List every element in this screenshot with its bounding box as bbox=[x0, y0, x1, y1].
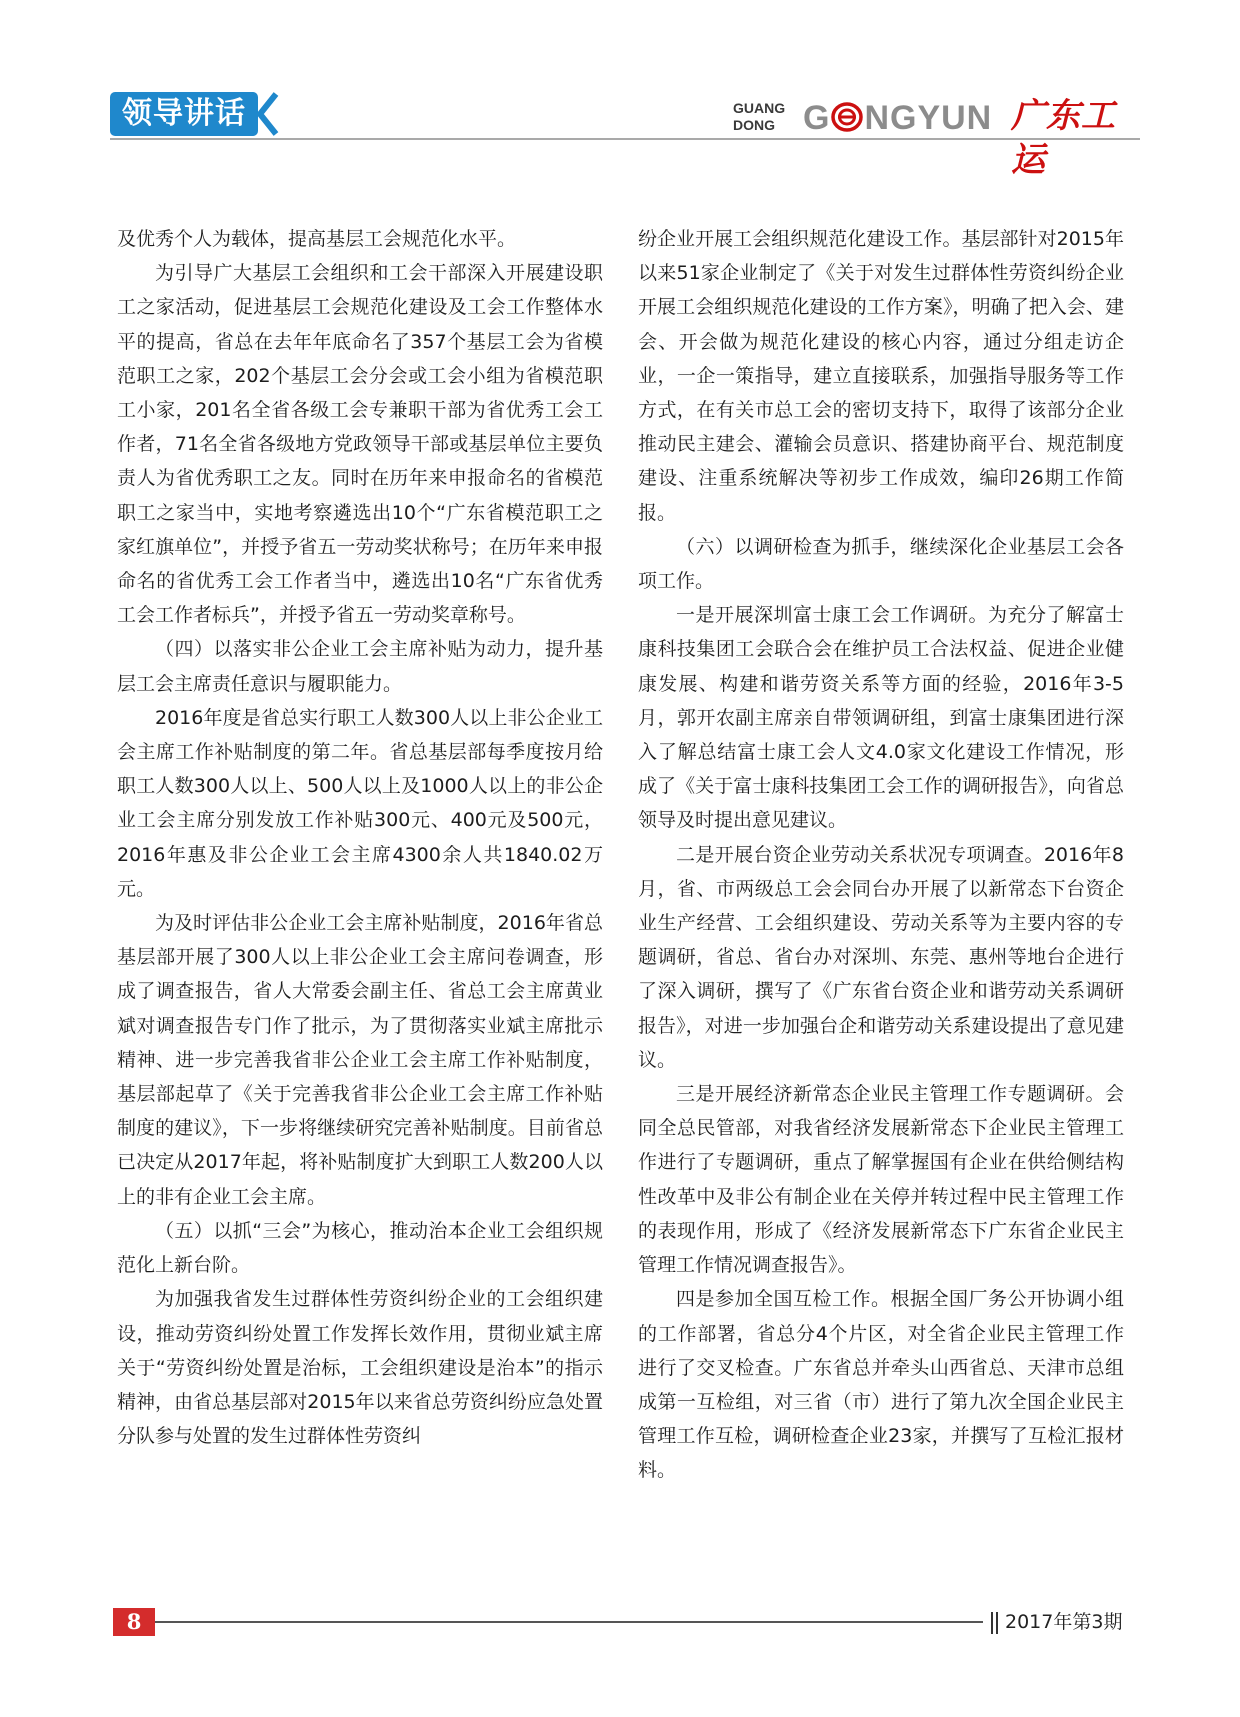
page-number: 8 bbox=[126, 1609, 142, 1634]
section-heading: （四）以落实非公企业工会主席补贴为动力，提升基层工会主席责任意识与履职能力。 bbox=[117, 638, 603, 695]
paragraph: 四是参加全国互检工作。根据全国厂务公开协调小组的工作部署，省总分4个片区，对全省企业民主管理工作进行了交叉检查。广东省总并牵头山西省总、天津市总组成第一互检组，对三省（市）进行了第九次全国企业民主管理工作互检，调研检查企业23家，并撰写了互检汇报材料。 bbox=[638, 1288, 1124, 1482]
section-title: 领导讲话 bbox=[122, 96, 246, 131]
masthead-chinese: 广东工运 bbox=[1011, 96, 1116, 180]
issue-label: 2017年第3期 bbox=[1005, 1611, 1123, 1633]
paragraph: 一是开展深圳富士康工会工作调研。为充分了解富士康科技集团工会联合会在维护员工合法权益、促进企业健康发展、构建和谐劳资关系等方面的经验，2016年3-5月，郭开农副主席亲自带领调研组，到富士康集团进行深入了解总结富士康工会人文4.0家文化建设工作情况，形成了《关于富士康科技集团工会工作的调研报告》，向省总领导及时提出意见建议。 bbox=[638, 604, 1124, 832]
left-column bbox=[117, 222, 603, 1453]
masthead-gongyun bbox=[803, 98, 992, 138]
paragraph: 为引导广大基层工会组织和工会干部深入开展建设职工之家活动，促进基层工会规范化建设及工会工作整体水平的提高，省总在去年年底命名了357个基层工会为省模范职工之家，202个基层工会分会或工会小组为省模范职工小家，201名全省各级工会专兼职干部为省优秀工会工作者，71名全省各级地方党政领导干部或基层单位主要负责人为省优秀职工之友。同时在历年来申报命名的省模范职工之家当中，实地考察遴选出10个“广东省模范职工之家红旗单位”，并授予省五一劳动奖状称号；在历年来申报命名的省优秀工会工作者当中，遴选出10名“广东省优秀工会工作者标兵”，并授予省五一劳动奖章称号。 bbox=[117, 262, 603, 627]
right-column bbox=[638, 222, 1124, 1488]
paragraph: 及优秀个人为载体，提高基层工会规范化水平。 bbox=[117, 228, 517, 250]
section-heading: （六）以调研检查为抓手，继续深化企业基层工会各项工作。 bbox=[638, 535, 1124, 593]
paragraph: 2016年度是省总实行职工人数300人以上非公企业工会主席工作补贴制度的第二年。省总基层部每季度按月给职工人数300人以上、500人以上及1000人以上的非公企业工会主席分别发放工作补贴300元、400元及500元，2016年惠及非公企业工会主席4300余人共1840.02万元。 bbox=[117, 706, 603, 900]
masthead-logo bbox=[733, 94, 1138, 180]
paragraph: 为及时评估非公企业工会主席补贴制度，2016年省总基层部开展了300人以上非公企业工会主席问卷调查，形成了调查报告，省人大常委会副主任、省总工会主席黄业斌对调查报告专门作了批示，为了贯彻落实业斌主席批示精神、进一步完善我省非公企业工会主席工作补贴制度，基层部起草了《关于完善我省非公企业工会主席工作补贴制度的建议》，下一步将继续研究完善补贴制度。目前省总已决定从2017年起，将补贴制度扩大到职工人数200人以上的非有企业工会主席。 bbox=[117, 912, 603, 1208]
masthead-ngyun: NGYUN bbox=[864, 99, 993, 137]
section-heading: （五）以抓“三会”为核心，推动治本企业工会组织规范化上新台阶。 bbox=[117, 1219, 603, 1277]
page-number-badge bbox=[113, 1608, 155, 1636]
chevron-left-icon bbox=[252, 90, 282, 138]
masthead-dong: DONG bbox=[733, 117, 775, 133]
footer-bars bbox=[991, 1612, 1000, 1634]
paragraph: 为加强我省发生过群体性劳资纠纷企业的工会组织建设，推动劳资纠纷处置工作发挥长效作用，贯彻业斌主席关于“劳资纠纷处置是治标，工会组织建设是治本”的指示精神，由省总基层部对2015年以来省总劳资纠纷应急处置分队参与处置的发生过群体性劳资纠 bbox=[117, 1288, 603, 1448]
masthead-g: G bbox=[803, 99, 831, 137]
paragraph: 纷企业开展工会组织规范化建设工作。基层部针对2015年以来51家企业制定了《关于对发生过群体性劳资纠纷企业开展工会组织规范化建设的工作方案》，明确了把入会、建会、开会做为规范化建设的核心内容，通过分组走访企业，一企一策指导，建立直接联系，加强指导服务等工作方式，在有关市总工会的密切支持下，取得了该部分企业推动民主建会、灌输会员意识、搭建协商平台、规范制度建设、注重系统解决等初步工作成效，编印26期工作简报。 bbox=[638, 228, 1124, 524]
footer-divider bbox=[155, 1621, 983, 1623]
section-tab bbox=[110, 92, 258, 136]
masthead-guang: GUANG bbox=[733, 100, 786, 116]
paragraph: 三是开展经济新常态企业民主管理工作专题调研。会同全总民管部，对我省经济发展新常态下企业民主管理工作进行了专题调研，重点了解掌握国有企业在供给侧结构性改革中及非公有制企业在关停并转过程中民主管理工作的表现作用，形成了《经济发展新常态下广东省企业民主管理工作情况调查报告》。 bbox=[638, 1083, 1124, 1277]
paragraph: 二是开展台资企业劳动关系状况专项调查。2016年8月，省、市两级总工会会同台办开展了以新常态下台资企业生产经营、工会组织建设、劳动关系等为主要内容的专题调研，省总、省台办对深圳、东莞、惠州等地台企进行了深入调研，撰写了《广东省台资企业和谐劳动关系调研报告》，对进一步加强台企和谐劳动关系建设提出了意见建议。 bbox=[638, 843, 1124, 1071]
header-divider bbox=[110, 138, 1140, 140]
trade-union-emblem-icon bbox=[831, 102, 863, 132]
